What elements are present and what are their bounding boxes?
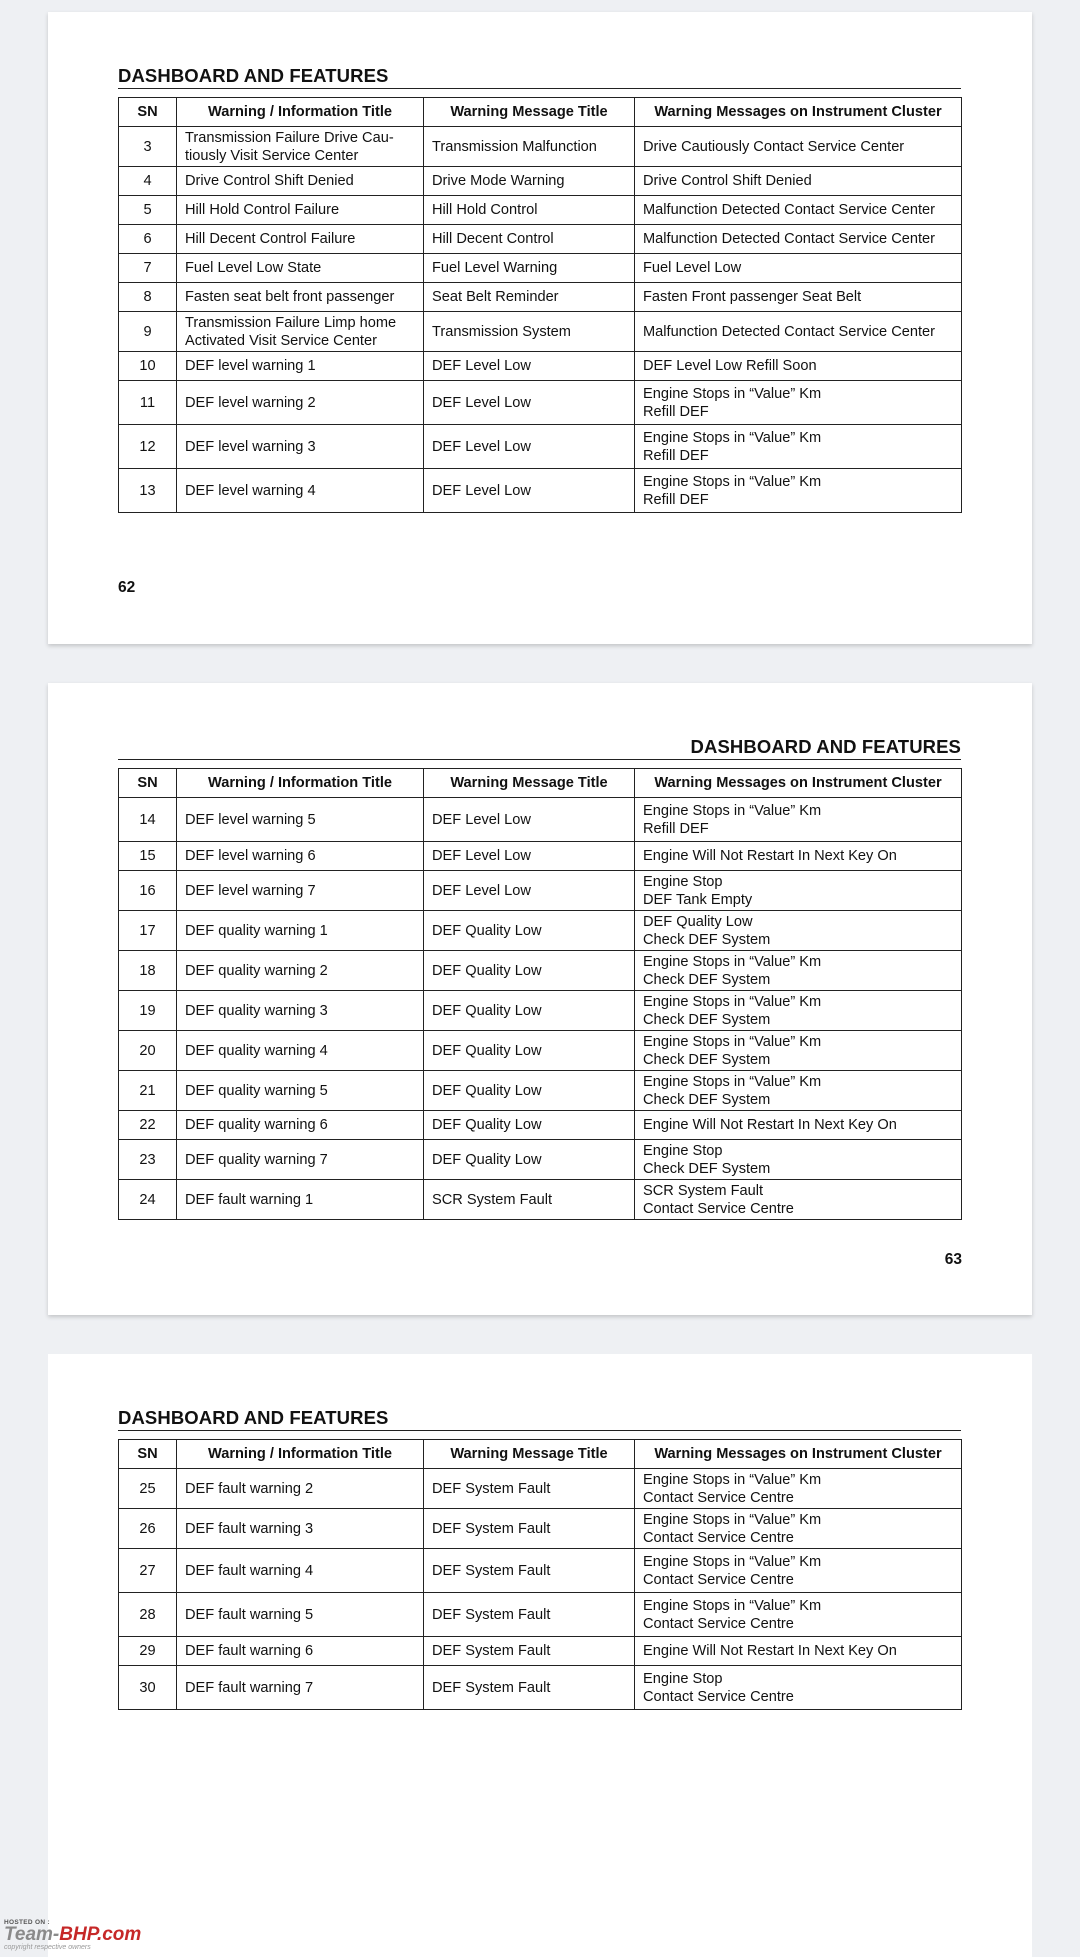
page-number: 63 <box>944 1251 962 1268</box>
cluster-message-cell: Malfunction Detected Contact Service Center <box>635 312 962 352</box>
info-title-cell: DEF fault warning 3 <box>177 1509 424 1549</box>
page-number: 62 <box>118 579 136 596</box>
info-title-cell: DEF quality warning 5 <box>177 1071 424 1111</box>
cluster-message-cell: Engine Stops in “Value” Km Refill DEF <box>635 469 962 513</box>
message-title-cell: DEF Level Low <box>424 425 635 469</box>
cluster-message-cell: Malfunction Detected Contact Service Center <box>635 196 962 225</box>
manual-page-64 <box>48 1354 1032 1957</box>
sn-cell: 13 <box>119 469 177 513</box>
column-header-message-title: Warning Message Title <box>424 769 635 798</box>
sn-cell: 23 <box>119 1140 177 1180</box>
sn-cell: 21 <box>119 1071 177 1111</box>
message-title-cell: Fuel Level Warning <box>424 254 635 283</box>
message-title-cell: DEF Quality Low <box>424 1031 635 1071</box>
manual-page-63 <box>48 683 1032 1315</box>
sn-cell: 11 <box>119 381 177 425</box>
table-row <box>119 1666 962 1710</box>
sn-cell: 29 <box>119 1637 177 1666</box>
message-title-cell: DEF System Fault <box>424 1549 635 1593</box>
info-title-cell: DEF level warning 4 <box>177 469 424 513</box>
sn-cell: 20 <box>119 1031 177 1071</box>
message-title-cell: DEF System Fault <box>424 1666 635 1710</box>
message-title-cell: DEF System Fault <box>424 1637 635 1666</box>
table-row <box>119 254 962 283</box>
column-header-sn: SN <box>119 769 177 798</box>
cluster-message-cell: Engine Stop DEF Tank Empty <box>635 871 962 911</box>
info-title-cell: Fasten seat belt front passenger <box>177 283 424 312</box>
info-title-cell: DEF fault warning 4 <box>177 1549 424 1593</box>
cluster-message-cell: Fasten Front passenger Seat Belt <box>635 283 962 312</box>
table-row <box>119 1031 962 1071</box>
column-header-cluster-message: Warning Messages on Instrument Cluster <box>635 769 962 798</box>
info-title-cell: DEF quality warning 1 <box>177 911 424 951</box>
column-header-sn: SN <box>119 1440 177 1469</box>
sn-cell: 7 <box>119 254 177 283</box>
table-row <box>119 911 962 951</box>
sn-cell: 15 <box>119 842 177 871</box>
table-row <box>119 167 962 196</box>
copyright-note: copyright respective owners <box>4 1944 91 1951</box>
info-title-cell: Fuel Level Low State <box>177 254 424 283</box>
cluster-message-cell: Engine Stops in “Value” Km Contact Service Centre <box>635 1469 962 1509</box>
info-title-cell: DEF quality warning 4 <box>177 1031 424 1071</box>
message-title-cell: DEF Level Low <box>424 469 635 513</box>
page-heading: DASHBOARD AND FEATURES <box>118 65 961 89</box>
table-row <box>119 283 962 312</box>
message-title-cell: Seat Belt Reminder <box>424 283 635 312</box>
message-title-cell: DEF Quality Low <box>424 1140 635 1180</box>
sn-cell: 22 <box>119 1111 177 1140</box>
column-header-sn: SN <box>119 98 177 127</box>
table-row <box>119 352 962 381</box>
info-title-cell: DEF fault warning 7 <box>177 1666 424 1710</box>
info-title-cell: DEF fault warning 2 <box>177 1469 424 1509</box>
sn-cell: 12 <box>119 425 177 469</box>
team-bhp-logo: Team-BHP.com <box>4 1924 142 1945</box>
info-title-cell: DEF fault warning 6 <box>177 1637 424 1666</box>
cluster-message-cell: Engine Stops in “Value” Km Refill DEF <box>635 381 962 425</box>
message-title-cell: DEF Quality Low <box>424 1071 635 1111</box>
table-row <box>119 425 962 469</box>
table-row <box>119 196 962 225</box>
table-row <box>119 842 962 871</box>
sn-cell: 17 <box>119 911 177 951</box>
table-row <box>119 225 962 254</box>
cluster-message-cell: Engine Stops in “Value” Km Check DEF System <box>635 1071 962 1111</box>
info-title-cell: DEF quality warning 2 <box>177 951 424 991</box>
message-title-cell: DEF System Fault <box>424 1593 635 1637</box>
cluster-message-cell: Engine Stops in “Value” Km Contact Service Centre <box>635 1509 962 1549</box>
sn-cell: 5 <box>119 196 177 225</box>
table-row <box>119 1509 962 1549</box>
table-row <box>119 1180 962 1220</box>
info-title-cell: DEF level warning 7 <box>177 871 424 911</box>
sn-cell: 19 <box>119 991 177 1031</box>
cluster-message-cell: Fuel Level Low <box>635 254 962 283</box>
info-title-cell: DEF quality warning 3 <box>177 991 424 1031</box>
column-header-cluster-message: Warning Messages on Instrument Cluster <box>635 98 962 127</box>
info-title-cell: DEF level warning 5 <box>177 798 424 842</box>
message-title-cell: DEF Level Low <box>424 352 635 381</box>
cluster-message-cell: Engine Stops in “Value” Km Contact Service Centre <box>635 1593 962 1637</box>
sn-cell: 30 <box>119 1666 177 1710</box>
sn-cell: 4 <box>119 167 177 196</box>
cluster-message-cell: Engine Stops in “Value” Km Contact Service Centre <box>635 1549 962 1593</box>
hosted-on-label: HOSTED ON : <box>4 1919 50 1926</box>
sn-cell: 24 <box>119 1180 177 1220</box>
info-title-cell: DEF quality warning 7 <box>177 1140 424 1180</box>
sn-cell: 26 <box>119 1509 177 1549</box>
info-title-cell: DEF level warning 2 <box>177 381 424 425</box>
info-title-cell: Hill Hold Control Failure <box>177 196 424 225</box>
column-header-cluster-message: Warning Messages on Instrument Cluster <box>635 1440 962 1469</box>
cluster-message-cell: Drive Cautiously Contact Service Center <box>635 127 962 167</box>
message-title-cell: DEF Level Low <box>424 381 635 425</box>
info-title-cell: Transmission Failure Limp home Activated Visit Service Center <box>177 312 424 352</box>
sn-cell: 27 <box>119 1549 177 1593</box>
table-header-row <box>119 1440 962 1469</box>
table-row <box>119 1593 962 1637</box>
message-title-cell: DEF Quality Low <box>424 951 635 991</box>
table-row <box>119 951 962 991</box>
cluster-message-cell: Malfunction Detected Contact Service Center <box>635 225 962 254</box>
table-header-row <box>119 769 962 798</box>
sn-cell: 9 <box>119 312 177 352</box>
message-title-cell: Transmission Malfunction <box>424 127 635 167</box>
cluster-message-cell: SCR System Fault Contact Service Centre <box>635 1180 962 1220</box>
table-row <box>119 127 962 167</box>
column-header-message-title: Warning Message Title <box>424 98 635 127</box>
message-title-cell: DEF Level Low <box>424 798 635 842</box>
message-title-cell: DEF Quality Low <box>424 1111 635 1140</box>
table-row <box>119 871 962 911</box>
sn-cell: 16 <box>119 871 177 911</box>
info-title-cell: Transmission Failure Drive Cau- tiously Visit Service Center <box>177 127 424 167</box>
sn-cell: 3 <box>119 127 177 167</box>
table-row <box>119 1549 962 1593</box>
cluster-message-cell: Engine Stops in “Value” Km Check DEF System <box>635 1031 962 1071</box>
message-title-cell: Hill Decent Control <box>424 225 635 254</box>
info-title-cell: DEF quality warning 6 <box>177 1111 424 1140</box>
message-title-cell: Drive Mode Warning <box>424 167 635 196</box>
info-title-cell: DEF fault warning 5 <box>177 1593 424 1637</box>
cluster-message-cell: Engine Will Not Restart In Next Key On <box>635 842 962 871</box>
sn-cell: 6 <box>119 225 177 254</box>
info-title-cell: Hill Decent Control Failure <box>177 225 424 254</box>
page-heading: DASHBOARD AND FEATURES <box>118 736 961 760</box>
cluster-message-cell: Engine Stops in “Value” Km Refill DEF <box>635 798 962 842</box>
column-header-info-title: Warning / Information Title <box>177 98 424 127</box>
table-row <box>119 798 962 842</box>
message-title-cell: SCR System Fault <box>424 1180 635 1220</box>
column-header-message-title: Warning Message Title <box>424 1440 635 1469</box>
table-row <box>119 312 962 352</box>
manual-page-62 <box>48 12 1032 644</box>
info-title-cell: DEF level warning 1 <box>177 352 424 381</box>
table-row <box>119 1071 962 1111</box>
cluster-message-cell: DEF Level Low Refill Soon <box>635 352 962 381</box>
cluster-message-cell: Drive Control Shift Denied <box>635 167 962 196</box>
column-header-info-title: Warning / Information Title <box>177 1440 424 1469</box>
info-title-cell: DEF fault warning 1 <box>177 1180 424 1220</box>
table-row <box>119 1111 962 1140</box>
message-title-cell: DEF Quality Low <box>424 911 635 951</box>
table-row <box>119 991 962 1031</box>
message-title-cell: DEF System Fault <box>424 1469 635 1509</box>
table-row <box>119 1469 962 1509</box>
message-title-cell: DEF Quality Low <box>424 991 635 1031</box>
sn-cell: 8 <box>119 283 177 312</box>
table-row <box>119 469 962 513</box>
cluster-message-cell: Engine Will Not Restart In Next Key On <box>635 1111 962 1140</box>
cluster-message-cell: DEF Quality Low Check DEF System <box>635 911 962 951</box>
cluster-message-cell: Engine Stop Check DEF System <box>635 1140 962 1180</box>
message-title-cell: DEF System Fault <box>424 1509 635 1549</box>
sn-cell: 25 <box>119 1469 177 1509</box>
info-title-cell: Drive Control Shift Denied <box>177 167 424 196</box>
cluster-message-cell: Engine Stops in “Value” Km Check DEF System <box>635 951 962 991</box>
sn-cell: 14 <box>119 798 177 842</box>
sn-cell: 10 <box>119 352 177 381</box>
warnings-table <box>118 1439 962 1710</box>
info-title-cell: DEF level warning 3 <box>177 425 424 469</box>
cluster-message-cell: Engine Will Not Restart In Next Key On <box>635 1637 962 1666</box>
table-header-row <box>119 98 962 127</box>
cluster-message-cell: Engine Stops in “Value” Km Check DEF System <box>635 991 962 1031</box>
team-bhp-watermark <box>4 1919 194 1955</box>
table-row <box>119 1140 962 1180</box>
message-title-cell: DEF Level Low <box>424 871 635 911</box>
message-title-cell: DEF Level Low <box>424 842 635 871</box>
message-title-cell: Hill Hold Control <box>424 196 635 225</box>
column-header-info-title: Warning / Information Title <box>177 769 424 798</box>
warnings-table <box>118 97 962 513</box>
message-title-cell: Transmission System <box>424 312 635 352</box>
sn-cell: 28 <box>119 1593 177 1637</box>
table-row <box>119 381 962 425</box>
warnings-table <box>118 768 962 1220</box>
page-heading: DASHBOARD AND FEATURES <box>118 1407 961 1431</box>
sn-cell: 18 <box>119 951 177 991</box>
cluster-message-cell: Engine Stops in “Value” Km Refill DEF <box>635 425 962 469</box>
info-title-cell: DEF level warning 6 <box>177 842 424 871</box>
cluster-message-cell: Engine Stop Contact Service Centre <box>635 1666 962 1710</box>
table-row <box>119 1637 962 1666</box>
